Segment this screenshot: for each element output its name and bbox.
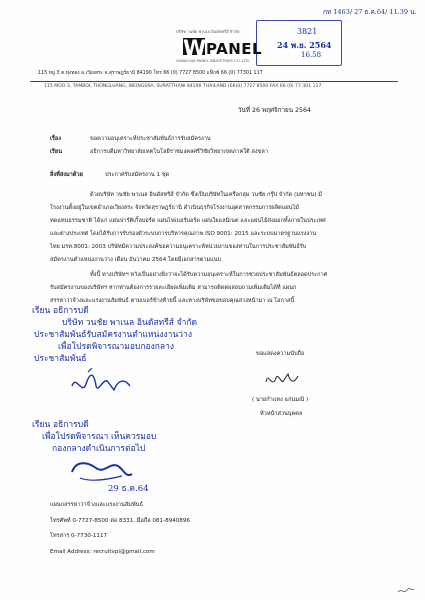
body-line: ทั้งนี้ ทางบริษัทฯ หวังเป็นอย่างยิ่งว่าจะได้รับความอนุเคราะห์ในการช่วยประชาสัมพันธ์ตลอดประกาศ	[90, 272, 328, 278]
received-stamp	[256, 20, 342, 66]
body-line: ไทย มรท.8001: 2003 บริษัทมีความประสงค์ขอความอนุเคราะห์หน่วยงานของท่านในการประชาสัมพันธ์รับ	[50, 244, 307, 250]
signer-title: หัวหน้าส่วนบุคคล	[260, 411, 303, 417]
closing-text: ขอแสดงความนับถือ	[256, 351, 305, 357]
stamp-date: 24 พ.ย. 2564	[277, 40, 332, 50]
handwritten-note-line: ประชาสัมพันธ์รับสมัครงานตำแหน่งงานว่าง	[34, 330, 192, 340]
body-line: รับสมัครงานของบริษัทฯ หากท่านต้องการรายละเอียดเพิ่มเติม สามารถติดต่อสอบถามเพิ่มเติมได้ที่ แผนก	[50, 285, 297, 291]
handwritten-note-line: เรียน อธิการบดี	[32, 306, 89, 316]
recipient-text: อธิการบดีมหาวิทยาลัยเทคโนโลยีราชมงคลศรีวิชัยวิทยาเขตภาคใต้ สงขลา	[90, 149, 269, 155]
handwritten-note-line: ประชาสัมพันธ์	[34, 354, 87, 364]
footer-fax: โทรสาร 0-7730-1117	[50, 533, 108, 539]
footer-phone: โทรศัพท์ 0-7727-8500 ต่อ 8331, มือถือ 081-8940896	[50, 518, 190, 524]
stamp-time: 16.58	[301, 51, 322, 59]
body-line: สมัครงานตำแหน่งงานว่าง เดือน ธันวาคม 2564 โดยมีเอกสารตามแนบ	[50, 257, 222, 263]
handwritten-reference: กท 1463/ 27 ธ.ค.64/ 11.39 น.	[323, 8, 417, 16]
company-address-thai: 115 หมู่ 3 ต.ทุ่งทอง อ.เวียงสระ จ.สุราษฎร์ธานี 84190 โทร 66 (0) 7727 8500 แฟ็กซ์ 66 (0) 77301 117	[38, 71, 263, 76]
recipient-label: เรียน	[50, 149, 63, 155]
handwritten-signature	[66, 456, 136, 484]
handwritten-note-line: เพื่อโปรดพิจารณามอบกองกลาง	[58, 342, 175, 352]
handwritten-date: 29 ธ.ค.64	[108, 484, 149, 494]
signer-signature	[262, 364, 302, 392]
subject-label: เรื่อง	[50, 136, 62, 142]
handwritten-note-line: เพื่อโปรดพิจารณา เห็นควรมอบ	[42, 432, 157, 442]
company-name-english-small: VANACHAI PANEL INDUSTRIES CO.,LTD.	[176, 58, 251, 63]
footer-department: แผนกสรรหาว่าจ้างและแรงงานสัมพันธ์	[50, 502, 143, 508]
body-line: สรรหาว่าจ้างและแรงงานสัมพันธ์ ตามเบอร์ข้างท้ายนี้ และทางบริษัทขอขอบคุณล่วงหน้ามา ณ โอกาสนี้	[50, 298, 295, 304]
handwritten-note-line: เรียน อธิการบดี	[32, 420, 89, 430]
stamp-number: 3821	[297, 27, 318, 36]
logo-w: W	[183, 36, 205, 60]
company-address-english: 115 MOO 3, TAMBOL THONGLUANG, WEINGSRA, SURATTHANI 84190 THAILAND (66)0) 7727 8500 FAX 66 (0) 77 301 117	[44, 84, 322, 89]
body-line: ทดแทนธรรมชาติ ได้แก่ แผ่นปาร์ติเกิ้ลบอร์ด แผ่นไฟเบอร์บอร์ด แผ่นใยแลมิเนต และแผ่นไม้ส่งออกทั้งภายในประเทศ	[50, 218, 326, 224]
body-line: ด้วยบริษัท วนชัย พาเนล อินดัสทรีส์ จำกัด ซึ่งเป็นบริษัทในเครือกลุ่ม วนชัย กรุ๊ป จำกัด (มหาชน) มี	[90, 192, 322, 198]
handwritten-signature	[68, 366, 138, 400]
letter-date: วันที่ 26 พฤศจิกายน 2564	[238, 107, 312, 114]
body-line: โรงงานตั้งอยู่ในเขตอำเภอเวียงสระ จังหวัดสุราษฎร์ธานี ดำเนินธุรกิจโรงงานอุตสาหกรรมการผลิตแผ่นไม้	[50, 205, 299, 211]
company-name-thai-small: บริษัท วนชัย พาเนล อินดัสทรีส์ จำกัด	[176, 29, 240, 34]
handwritten-note-line: กองกลางดำเนินการต่อไป	[52, 444, 146, 454]
body-line: และต่างประเทศ โดยได้รับการรับรองตัวระบบการบริหารคุณภาพ ISO 9001: 2015 และระบบมาตรฐานแรงงาน	[50, 231, 317, 237]
header-divider	[30, 81, 398, 82]
subject-text: ขอความอนุเคราะห์ประชาสัมพันธ์การรับสมัครงาน	[90, 136, 211, 142]
attachment-text: ประกาศรับสมัครงาน 1 ชุด	[105, 172, 170, 178]
footer-email: Email Address: recruitvpi@gmail.com	[50, 549, 155, 555]
corner-scribble	[396, 586, 416, 596]
signer-name: ( นายกำแหง แก่นมณี )	[252, 397, 309, 403]
handwritten-note-line: บริษัท วนชัย พาเนล อินดัสทรีส์ จำกัด	[62, 318, 198, 328]
attachment-label: สิ่งที่ส่งมาด้วย	[50, 172, 83, 178]
logo-panel: PANEL	[206, 40, 263, 58]
